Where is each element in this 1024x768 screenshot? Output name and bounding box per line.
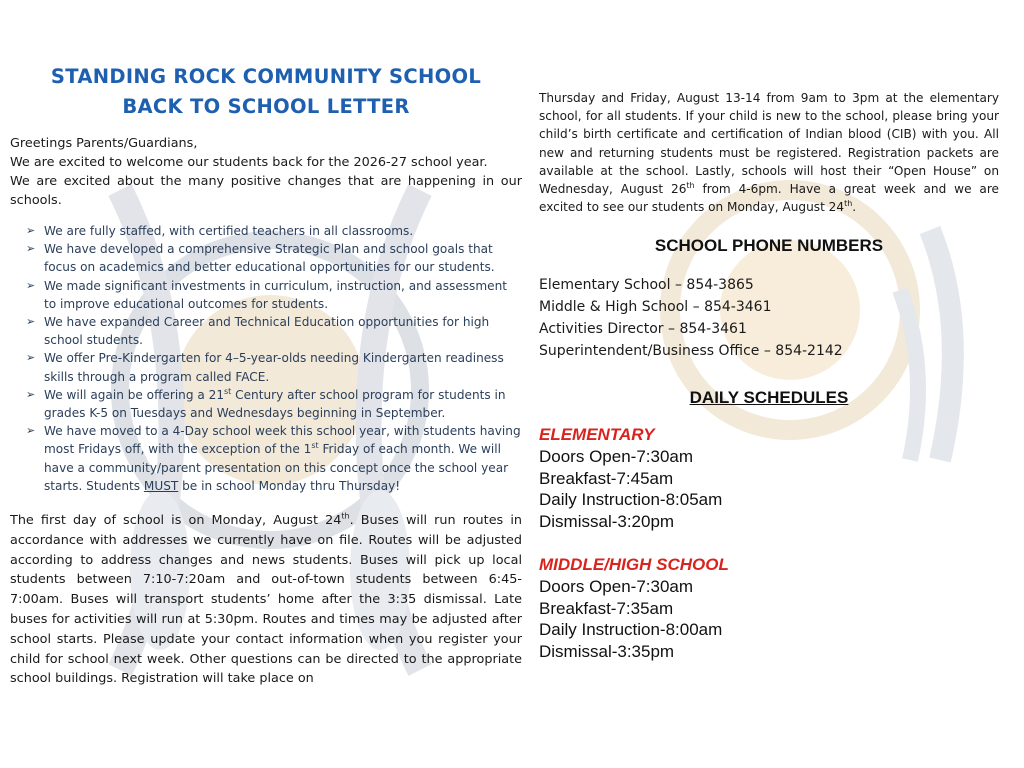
schedule-item: Doors Open-7:30am bbox=[539, 447, 694, 467]
intro-line-2: We are excited about the many positive changes that are happening in our schools. bbox=[10, 174, 522, 208]
schedule-item: Dismissal-3:35pm bbox=[539, 641, 675, 661]
phone-entry: Elementary School – 854-3865 bbox=[539, 277, 754, 294]
daily-schedules-heading: DAILY SCHEDULES bbox=[689, 388, 849, 408]
list-item: ➢ We are fully staffed, with certified teachers in all classrooms. bbox=[26, 222, 522, 240]
schedule-item: Daily Instruction-8:00am bbox=[539, 620, 723, 640]
arrow-bullet-icon: ➢ bbox=[26, 278, 36, 292]
letter-title: BACK TO SCHOOL LETTER bbox=[122, 95, 410, 118]
right-column bbox=[539, 89, 999, 662]
school-title: STANDING ROCK COMMUNITY SCHOOL bbox=[50, 65, 482, 88]
middle-high-heading: MIDDLE/HIGH SCHOOL bbox=[539, 555, 729, 575]
arrow-bullet-icon: ➢ bbox=[26, 242, 36, 256]
greeting: Greetings Parents/Guardians, bbox=[10, 136, 198, 151]
list-item: ➢ We offer Pre-Kindergarten for 4–5-year-olds needing Kindergarten readiness skills through a program called FACE. bbox=[26, 351, 504, 384]
elementary-heading: ELEMENTARY bbox=[539, 425, 655, 445]
left-column bbox=[10, 62, 522, 689]
arrow-bullet-icon: ➢ bbox=[26, 424, 36, 438]
registration-paragraph: Thursday and Friday, August 13-14 from 9am to 3pm at the elementary school, for all students. If your child is new to the school, please bring your child’s birth certificate and certification of Indian blood (CIB) with you. All new and returning students must be registered. Registration packets are available at the school. Lastly, schools will host their “Open House” on Wednesday, August 26th from 4-6pm. Have a great week and we are excited to see our students on Monday, August 24th. bbox=[539, 91, 999, 215]
schedule-item: Breakfast-7:45am bbox=[539, 468, 674, 488]
arrow-bullet-icon: ➢ bbox=[26, 315, 36, 329]
list-item: ➢ We made significant investments in curriculum, instruction, and assessment to improve educational outcomes for students. bbox=[26, 278, 507, 311]
phone-entry: Middle & High School – 854-3461 bbox=[539, 299, 772, 316]
list-item: ➢ We will again be offering a 21st Century after school program for students in grades K-5 on Tuesdays and Wednesdays beginning in September. bbox=[26, 386, 506, 421]
arrow-bullet-icon: ➢ bbox=[26, 224, 36, 237]
highlights-list bbox=[10, 222, 522, 495]
phone-entry: Activities Director – 854-3461 bbox=[539, 321, 747, 338]
arrow-bullet-icon: ➢ bbox=[26, 351, 36, 365]
arrow-bullet-icon: ➢ bbox=[26, 387, 36, 401]
first-day-paragraph: The first day of school is on Monday, August 24th. Buses will run routes in accordance with addresses we currently have on file. Routes will be adjusted according to address changes and news students. Buses will pick up local students between 7:10-7:20am and out-of-town students between 6:45-7:00am. Buses will transport students’ home after the 3:35 dismissal. Late buses for activities will run at 5:30pm. Routes and times may be adjusted after school starts. Please update your contact information when you register your child for school next week. Other questions can be directed to the appropriate school buildings. Registration will take place on bbox=[10, 511, 522, 687]
phone-entry: Superintendent/Business Office – 854-2142 bbox=[539, 343, 843, 360]
list-item: ➢ We have moved to a 4-Day school week this school year, with students having most Fridays off, with the exception of the 1st Friday of each month. We will have a community/parent presentation on this concept once the school year starts. Students MUST be in school Monday thru Thursday! bbox=[26, 424, 521, 493]
phone-numbers-heading: SCHOOL PHONE NUMBERS bbox=[654, 236, 884, 256]
schedule-item: Dismissal-3:20pm bbox=[539, 511, 675, 531]
list-item: ➢ We have developed a comprehensive Strategic Plan and school goals that focus on academics and better educational opportunities for our students. bbox=[26, 242, 495, 275]
schedule-item: Doors Open-7:30am bbox=[539, 577, 694, 597]
schedule-item: Breakfast-7:35am bbox=[539, 598, 674, 618]
intro-line-1: We are excited to welcome our students back for the 2026-27 school year. bbox=[10, 155, 488, 170]
list-item: ➢ We have expanded Career and Technical Education opportunities for high school students. bbox=[26, 315, 490, 348]
schedule-item: Daily Instruction-8:05am bbox=[539, 490, 723, 510]
